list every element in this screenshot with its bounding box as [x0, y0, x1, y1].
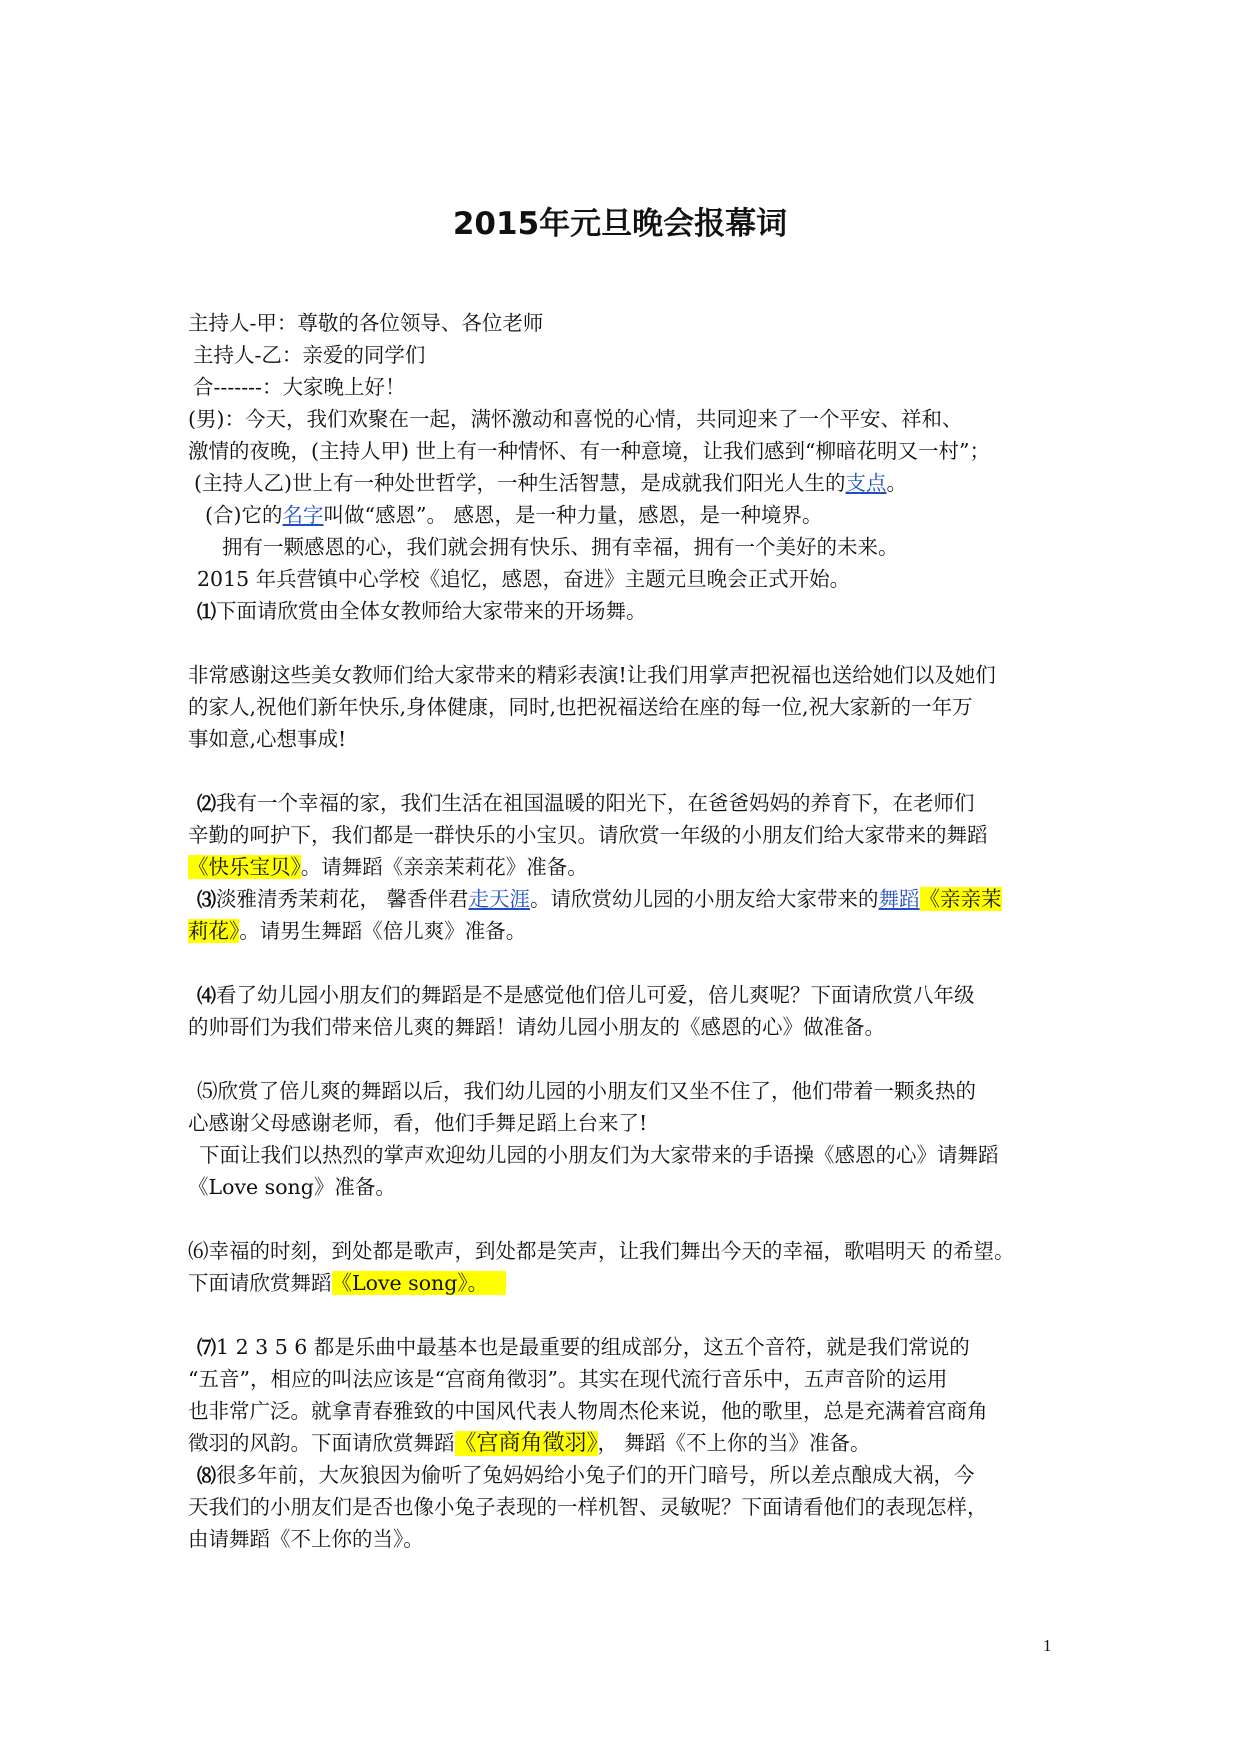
- text-line: 合-------：大家晚上好！: [193, 375, 406, 399]
- text-line: 主持人-乙：亲爱的同学们: [193, 343, 426, 367]
- text-line: 的家人,祝他们新年快乐,身体健康，同时,也把祝福送给在座的每一位,祝大家新的一年万: [188, 695, 973, 719]
- text-line: 心感谢父母感谢老师，看，他们手舞足蹈上台来了!: [188, 1111, 648, 1135]
- highlighted-text: 《亲亲茉: [919, 887, 1002, 911]
- link-wudao[interactable]: 舞蹈: [878, 887, 920, 911]
- text-span: 看了幼儿园小朋友们的舞蹈是不是感觉他们倍儿可爱，倍儿爽呢？下面请欣赏八年级: [216, 983, 975, 1007]
- text-line: 事如意,心想事成!: [188, 727, 347, 751]
- highlighted-text: 《快乐宝贝》: [188, 855, 301, 879]
- highlighted-text: 《宫商角徵羽》: [454, 1431, 598, 1456]
- text-line: [188, 853, 588, 881]
- text-span: 徵羽的风韵。下面请欣赏舞蹈: [188, 1431, 455, 1455]
- text-span: ， 舞蹈《不上你的当》准备。: [597, 1431, 871, 1455]
- text-line: 《Love song》准备。: [188, 1175, 396, 1199]
- text-line: 非常感谢这些美女教师们给大家带来的精彩表演!让我们用掌声把祝福也送给她们以及她们: [188, 663, 996, 687]
- text-line: 主持人-甲：尊敬的各位领导、各位老师: [188, 311, 544, 335]
- text-line: 拥有一颗感恩的心，我们就会拥有快乐、拥有幸福，拥有一个美好的未来。: [222, 535, 899, 559]
- text-line: 的帅哥们为我们带来倍儿爽的舞蹈！请幼儿园小朋友的《感恩的心》做准备。: [188, 1015, 885, 1039]
- text-line: 天我们的小朋友们是否也像小兔子表现的一样机智、灵敏呢？下面请看他们的表现怎样，: [188, 1495, 988, 1519]
- text-span: 下面请欣赏舞蹈: [188, 1271, 332, 1295]
- text-line: ⑹幸福的时刻，到处都是歌声，到处都是笑声，让我们舞出今天的幸福，歌唱明天 的希望。: [188, 1239, 1015, 1263]
- item-number: ⑵: [197, 793, 217, 815]
- text-span: (合)它的: [205, 503, 283, 527]
- text-span: 。请男生舞蹈《倍儿爽》准备。: [239, 919, 527, 943]
- item-number: ⑻: [197, 1465, 217, 1487]
- text-span: 很多年前，大灰狼因为偷听了兔妈妈给小兔子们的开门暗号，所以差点酿成大祸，今: [216, 1463, 975, 1487]
- text-line: 2015 年兵营镇中心学校《追忆，感恩，奋进》主题元旦晚会正式开始。: [197, 567, 851, 591]
- text-line: (男)：今天，我们欢聚在一起，满怀激动和喜悦的心情，共同迎来了一个平安、祥和、: [188, 407, 963, 431]
- text-line: 下面让我们以热烈的掌声欢迎幼儿园的小朋友们为大家带来的手语操《感恩的心》请舞蹈: [199, 1143, 999, 1167]
- text-line: [194, 469, 907, 497]
- item-number: ⑷: [197, 985, 217, 1007]
- text-line: [197, 885, 1002, 914]
- page-number: 1: [1043, 1636, 1052, 1655]
- item-number: ⑺: [197, 1337, 217, 1359]
- text-line: [188, 1429, 871, 1458]
- link-mingzi[interactable]: 名字: [282, 503, 324, 527]
- text-line: 也非常广泛。就拿青春雅致的中国风代表人物周杰伦来说，他的歌里，总是充满着宫商角: [188, 1399, 988, 1423]
- text-line: [197, 1461, 975, 1490]
- text-line: [197, 1333, 970, 1362]
- item-number: ⑴: [197, 601, 217, 623]
- link-zoutianya[interactable]: 走天涯: [468, 887, 531, 911]
- text-line: ⑸欣赏了倍儿爽的舞蹈以后，我们幼儿园的小朋友们又坐不住了，他们带着一颗炙热的: [197, 1079, 976, 1103]
- text-span: 我有一个幸福的家，我们生活在祖国温暖的阳光下，在爸爸妈妈的养育下，在老师们: [216, 791, 975, 815]
- text-line: 辛勤的呵护下，我们都是一群快乐的小宝贝。请欣赏一年级的小朋友们给大家带来的舞蹈: [188, 823, 988, 847]
- text-span: 淡雅清秀茉莉花， 馨香伴君: [216, 887, 469, 911]
- highlighted-text: 《Love song》。: [332, 1271, 507, 1295]
- text-line: [197, 597, 647, 626]
- text-span: 。: [886, 471, 907, 495]
- text-line: [205, 501, 822, 529]
- item-number: ⑶: [197, 889, 217, 911]
- text-line: 激情的夜晚，(主持人甲) 世上有一种情怀、有一种意境，让我们感到“柳暗花明又一村”；: [188, 439, 990, 463]
- text-line: “五音”，相应的叫法应该是“宫商角徵羽”。其实在现代流行音乐中，五声音阶的运用: [188, 1367, 948, 1391]
- text-line: [188, 917, 526, 945]
- text-span: 。请舞蹈《亲亲茉莉花》准备。: [300, 855, 588, 879]
- text-span: (主持人乙)世上有一种处世哲学，一种生活智慧，是成就我们阳光人生的: [194, 471, 846, 495]
- text-span: 。请欣赏幼儿园的小朋友给大家带来的: [530, 887, 879, 911]
- highlighted-text: 莉花》: [188, 919, 240, 943]
- text-span: 1 2 3 5 6 都是乐曲中最基本也是最重要的组成部分，这五个音符，就是我们常说的: [216, 1335, 970, 1359]
- text-span: 叫做“感恩”。 感恩，是一种力量，感恩，是一种境界。: [323, 503, 823, 527]
- link-zhidian[interactable]: 支点: [845, 471, 887, 495]
- text-span: 下面请欣赏由全体女教师给大家带来的开场舞。: [216, 599, 647, 623]
- text-line: [197, 789, 975, 818]
- text-line: [197, 981, 975, 1010]
- text-line: 由请舞蹈《不上你的当》。: [188, 1527, 424, 1551]
- text-line: [188, 1269, 506, 1297]
- document-title: 2015年元旦晚会报幕词: [452, 206, 788, 242]
